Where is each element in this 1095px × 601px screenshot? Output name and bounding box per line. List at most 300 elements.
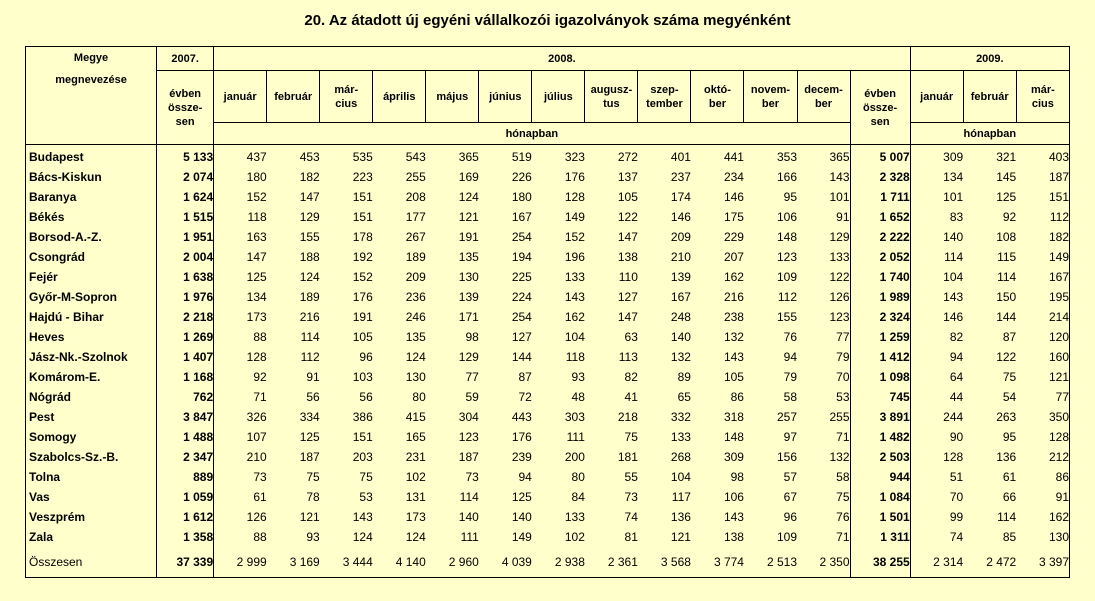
month-value-2008: 114 [300, 330, 320, 344]
month-value-2009: 128 [1016, 427, 1069, 447]
table-row [26, 387, 1070, 407]
header-line: szep- [650, 83, 679, 96]
month-value-2008: 4 140 [373, 547, 426, 578]
month-value-2008: 191 [352, 310, 373, 324]
month-value-2008: 82 [624, 370, 638, 384]
month-value-2008: 194 [511, 250, 532, 264]
month-value-2008: 196 [564, 250, 585, 264]
header-month-2008-3 [320, 71, 373, 123]
month-value-2008: 95 [783, 190, 797, 204]
total-2008: 1 098 [850, 367, 910, 387]
month-value-2008: 162 [564, 310, 585, 324]
total-2007: 5 133 [157, 145, 214, 168]
month-value-2008: 114 [459, 490, 479, 504]
header-month-2008-4 [373, 71, 426, 123]
month-value-2008: 149 [564, 210, 585, 224]
month-value-2008: 210 [246, 450, 267, 464]
month-value-2009: 187 [1016, 167, 1069, 187]
header-line: ber [814, 97, 833, 110]
month-value-2009: 214 [1016, 307, 1069, 327]
table-row [26, 447, 1070, 467]
month-value-2008: 132 [797, 447, 850, 467]
total-2007: 1 638 [157, 267, 214, 287]
month-value-2008: 207 [723, 250, 744, 264]
county-name: Komárom-E. [26, 367, 157, 387]
month-value-2008: 267 [405, 230, 426, 244]
header-line: már- [1030, 83, 1055, 96]
total-2007: 762 [157, 387, 214, 407]
data-table [25, 46, 1070, 578]
month-value-2008: 226 [511, 170, 532, 184]
month-value-2008: 178 [352, 230, 373, 244]
header-month-2008-11 [744, 71, 797, 123]
month-value-2008: 84 [571, 490, 585, 504]
header-month-2009-1 [910, 71, 963, 123]
month-value-2008: 139 [670, 270, 691, 284]
month-value-2008: 67 [783, 490, 797, 504]
month-value-2008: 239 [511, 450, 532, 464]
month-value-2008: 152 [564, 230, 585, 244]
month-value-2008: 128 [246, 350, 267, 364]
month-value-2008: 224 [511, 290, 532, 304]
month-value-2008: 76 [783, 330, 797, 344]
month-value-2008: 353 [744, 145, 797, 168]
county-name: Somogy [26, 427, 157, 447]
total-2007: 1 976 [157, 287, 214, 307]
month-value-2008: 272 [585, 145, 638, 168]
month-value-2008: 177 [405, 210, 426, 224]
header-line: július [543, 90, 573, 103]
month-value-2009: 114 [997, 510, 1017, 524]
header-month-2009-3 [1016, 71, 1069, 123]
month-value-2008: 102 [564, 530, 585, 544]
month-value-2009: 77 [1016, 387, 1069, 407]
total-2007: 1 624 [157, 187, 214, 207]
header-line: sen [870, 115, 890, 128]
total-2007: 889 [157, 467, 214, 487]
table-row [26, 507, 1070, 527]
month-value-2008: 75 [359, 470, 373, 484]
month-value-2008: 92 [253, 370, 267, 384]
month-value-2008: 151 [352, 190, 373, 204]
month-value-2009: 144 [996, 310, 1017, 324]
month-value-2009: 70 [949, 490, 964, 504]
month-value-2008: 91 [306, 370, 320, 384]
month-value-2009: 114 [944, 250, 964, 264]
month-value-2009: 86 [1016, 467, 1069, 487]
month-value-2009: 92 [1002, 210, 1017, 224]
month-value-2009: 162 [1016, 507, 1069, 527]
month-value-2008: 143 [723, 350, 744, 364]
total-2007: 1 059 [157, 487, 214, 507]
month-value-2008: 122 [617, 210, 638, 224]
month-value-2008: 415 [405, 410, 426, 424]
month-value-2008: 155 [776, 310, 797, 324]
month-value-2008: 200 [564, 450, 585, 464]
month-value-2008: 129 [458, 350, 479, 364]
month-value-2008: 182 [299, 170, 320, 184]
month-value-2008: 124 [405, 530, 426, 544]
header-line: össze- [862, 101, 898, 114]
header-year-2007: 2007. [157, 47, 214, 71]
header-month-2008-12 [797, 71, 850, 123]
month-value-2008: 443 [511, 410, 532, 424]
header-line: már- [334, 83, 359, 96]
month-value-2008: 268 [670, 450, 691, 464]
month-value-2009: 74 [949, 530, 964, 544]
total-2007: 2 074 [157, 167, 214, 187]
header-honapban-2009: hónapban [910, 123, 1069, 145]
header-2008-evben-osszesen [850, 71, 910, 145]
total-2007: 1 407 [157, 347, 214, 367]
month-value-2008: 89 [677, 370, 691, 384]
month-value-2008: 81 [624, 530, 638, 544]
month-value-2009: 115 [997, 250, 1017, 264]
month-value-2009: 403 [1016, 145, 1069, 168]
month-value-2008: 125 [246, 270, 267, 284]
table-row [26, 187, 1070, 207]
table-row [26, 207, 1070, 227]
month-value-2008: 134 [246, 290, 267, 304]
month-value-2009: 112 [1016, 207, 1069, 227]
month-value-2008: 229 [723, 230, 744, 244]
month-value-2008: 129 [797, 227, 850, 247]
month-value-2009: 130 [1016, 527, 1069, 547]
month-value-2008: 130 [458, 270, 479, 284]
month-value-2008: 169 [458, 170, 479, 184]
month-value-2008: 171 [458, 310, 479, 324]
header-line: február [274, 90, 313, 103]
header-month-2008-10 [691, 71, 744, 123]
month-value-2008: 152 [246, 190, 267, 204]
month-value-2008: 65 [677, 390, 691, 404]
header-2007-evben-osszesen [157, 71, 214, 145]
header-line: évben [169, 87, 202, 100]
month-value-2008: 133 [564, 270, 585, 284]
month-value-2008: 78 [306, 490, 320, 504]
month-value-2008: 175 [723, 210, 744, 224]
county-name: Szabolcs-Sz.-B. [26, 447, 157, 467]
month-value-2008: 79 [797, 347, 850, 367]
total-2007: 2 218 [157, 307, 214, 327]
month-value-2008: 453 [267, 145, 320, 168]
month-value-2009: 104 [943, 270, 964, 284]
total-2007: 1 951 [157, 227, 214, 247]
month-value-2008: 255 [405, 170, 426, 184]
month-value-2008: 94 [783, 350, 797, 364]
month-value-2008: 132 [723, 330, 744, 344]
month-value-2008: 155 [299, 230, 320, 244]
table-row [26, 367, 1070, 387]
month-value-2009: 95 [1002, 430, 1017, 444]
month-value-2009: 128 [943, 450, 964, 464]
month-value-2009: 244 [943, 410, 964, 424]
month-value-2008: 55 [624, 470, 638, 484]
header-row-years [26, 47, 1070, 71]
county-name: Összesen [26, 547, 157, 578]
month-value-2008: 334 [299, 410, 320, 424]
month-value-2008: 124 [405, 350, 426, 364]
county-name: Békés [26, 207, 157, 227]
month-value-2008: 210 [670, 250, 691, 264]
month-value-2008: 104 [670, 470, 691, 484]
month-value-2008: 173 [405, 510, 426, 524]
month-value-2008: 188 [299, 250, 320, 264]
month-value-2009: 160 [1016, 347, 1069, 367]
month-value-2008: 131 [405, 490, 426, 504]
month-value-2008: 140 [670, 330, 691, 344]
month-value-2008: 132 [670, 350, 691, 364]
total-2007: 1 612 [157, 507, 214, 527]
header-line: cius [1031, 97, 1054, 110]
month-value-2008: 187 [299, 450, 320, 464]
month-value-2008: 103 [352, 370, 373, 384]
header-month-2008-1 [214, 71, 267, 123]
month-value-2008: 3 444 [320, 547, 373, 578]
month-value-2008: 110 [618, 270, 638, 284]
month-value-2008: 136 [670, 510, 691, 524]
month-value-2008: 121 [670, 530, 691, 544]
table-row [26, 267, 1070, 287]
month-value-2009: 75 [1002, 370, 1017, 384]
month-value-2008: 118 [565, 350, 585, 364]
month-value-2009: 350 [1016, 407, 1069, 427]
month-value-2008: 109 [776, 530, 797, 544]
month-value-2008: 2 938 [532, 547, 585, 578]
month-value-2008: 191 [458, 230, 479, 244]
header-line: április [383, 90, 416, 103]
month-value-2008: 254 [511, 230, 532, 244]
month-value-2008: 519 [479, 145, 532, 168]
month-value-2008: 180 [246, 170, 267, 184]
total-2007: 2 004 [157, 247, 214, 267]
month-value-2008: 143 [564, 290, 585, 304]
month-value-2009: 82 [949, 330, 964, 344]
header-line: május [436, 90, 469, 103]
month-value-2008: 105 [723, 370, 744, 384]
month-value-2008: 53 [359, 490, 373, 504]
total-2008: 2 503 [850, 447, 910, 467]
month-value-2008: 121 [458, 210, 479, 224]
month-value-2008: 93 [306, 530, 320, 544]
total-2007: 1 269 [157, 327, 214, 347]
month-value-2008: 143 [723, 510, 744, 524]
month-value-2008: 112 [777, 290, 797, 304]
month-value-2009: 136 [996, 450, 1017, 464]
month-value-2009: 134 [943, 170, 964, 184]
month-value-2008: 365 [797, 145, 850, 168]
month-value-2008: 93 [571, 370, 585, 384]
county-name: Budapest [26, 145, 157, 168]
month-value-2008: 79 [783, 370, 797, 384]
month-value-2008: 124 [299, 270, 320, 284]
month-value-2008: 4 039 [479, 547, 532, 578]
month-value-2008: 113 [618, 350, 638, 364]
month-value-2008: 147 [617, 230, 638, 244]
table-row [26, 407, 1070, 427]
month-value-2008: 96 [783, 510, 797, 524]
month-value-2008: 254 [511, 310, 532, 324]
month-value-2008: 181 [617, 450, 638, 464]
month-value-2008: 323 [532, 145, 585, 168]
month-value-2009: 151 [1016, 187, 1069, 207]
month-value-2008: 318 [723, 410, 744, 424]
month-value-2008: 208 [405, 190, 426, 204]
table-row [26, 227, 1070, 247]
month-value-2009: 122 [996, 350, 1017, 364]
month-value-2008: 124 [352, 530, 373, 544]
total-2008: 2 222 [850, 227, 910, 247]
total-2008: 2 052 [850, 247, 910, 267]
month-value-2008: 106 [776, 210, 797, 224]
month-value-2008: 152 [352, 270, 373, 284]
month-value-2008: 111 [460, 530, 479, 544]
month-value-2009: 146 [943, 310, 964, 324]
month-value-2008: 70 [797, 367, 850, 387]
header-line: tus [603, 97, 620, 110]
month-value-2009: 108 [996, 230, 1017, 244]
total-2007: 1 488 [157, 427, 214, 447]
month-value-2008: 121 [299, 510, 320, 524]
month-value-2008: 109 [776, 270, 797, 284]
month-value-2008: 156 [776, 450, 797, 464]
month-value-2008: 143 [797, 167, 850, 187]
table-row [26, 467, 1070, 487]
table-row [26, 547, 1070, 578]
month-value-2008: 133 [564, 510, 585, 524]
month-value-2008: 129 [299, 210, 320, 224]
month-value-2008: 231 [405, 450, 426, 464]
header-line: cius [335, 97, 358, 110]
month-value-2008: 98 [730, 470, 744, 484]
month-value-2008: 75 [306, 470, 320, 484]
month-value-2008: 234 [723, 170, 744, 184]
month-value-2008: 59 [465, 390, 479, 404]
month-value-2008: 3 169 [267, 547, 320, 578]
county-name: Tolna [26, 467, 157, 487]
month-value-2008: 148 [776, 230, 797, 244]
month-value-2008: 162 [723, 270, 744, 284]
month-value-2008: 106 [723, 490, 744, 504]
county-name: Heves [26, 327, 157, 347]
month-value-2008: 225 [511, 270, 532, 284]
month-value-2009: 61 [1002, 470, 1017, 484]
month-value-2008: 72 [518, 390, 532, 404]
month-value-2008: 48 [571, 390, 585, 404]
month-value-2008: 151 [352, 430, 373, 444]
month-value-2008: 75 [797, 487, 850, 507]
month-value-2008: 58 [797, 467, 850, 487]
month-value-2008: 80 [412, 390, 426, 404]
month-value-2008: 124 [458, 190, 479, 204]
county-name: Vas [26, 487, 157, 507]
total-2008: 745 [850, 387, 910, 407]
header-line: tember [646, 97, 683, 110]
month-value-2008: 71 [253, 390, 267, 404]
month-value-2008: 149 [511, 530, 532, 544]
header-line: ber [708, 97, 727, 110]
county-name: Baranya [26, 187, 157, 207]
header-month-2008-6 [479, 71, 532, 123]
header-line: február [970, 90, 1009, 103]
month-value-2008: 176 [511, 430, 532, 444]
month-value-2008: 74 [624, 510, 638, 524]
table-row [26, 487, 1070, 507]
month-value-2008: 167 [511, 210, 532, 224]
month-value-2009: 3 397 [1016, 547, 1069, 578]
month-value-2009: 99 [949, 510, 964, 524]
month-value-2008: 77 [465, 370, 479, 384]
month-value-2008: 147 [246, 250, 267, 264]
total-2007: 37 339 [157, 547, 214, 578]
month-value-2008: 105 [617, 190, 638, 204]
month-value-2008: 167 [670, 290, 691, 304]
total-2008: 1 501 [850, 507, 910, 527]
header-line: június [489, 90, 522, 103]
month-value-2009: 51 [949, 470, 964, 484]
month-value-2009: 309 [910, 145, 963, 168]
month-value-2008: 2 960 [426, 547, 479, 578]
month-value-2008: 126 [797, 287, 850, 307]
header-megye-line1: Megye [73, 52, 109, 64]
total-2008: 2 324 [850, 307, 910, 327]
month-value-2008: 61 [253, 490, 267, 504]
month-value-2008: 73 [624, 490, 638, 504]
month-value-2008: 146 [670, 210, 691, 224]
month-value-2008: 41 [624, 390, 638, 404]
month-value-2009: 114 [997, 270, 1017, 284]
header-line: sen [175, 115, 195, 128]
total-2007: 1 358 [157, 527, 214, 547]
county-name: Zala [26, 527, 157, 547]
month-value-2008: 237 [670, 170, 691, 184]
month-value-2008: 332 [670, 410, 691, 424]
total-2008: 1 989 [850, 287, 910, 307]
month-value-2009: 2 314 [910, 547, 963, 578]
month-value-2008: 133 [670, 430, 691, 444]
county-name: Csongrád [26, 247, 157, 267]
month-value-2008: 125 [299, 430, 320, 444]
total-2008: 38 255 [850, 547, 910, 578]
month-value-2008: 96 [359, 350, 373, 364]
month-value-2008: 163 [246, 230, 267, 244]
month-value-2008: 304 [458, 410, 479, 424]
month-value-2009: 120 [1016, 327, 1069, 347]
month-value-2008: 86 [730, 390, 744, 404]
total-2008: 1 652 [850, 207, 910, 227]
month-value-2008: 88 [253, 330, 267, 344]
month-value-2009: 101 [943, 190, 964, 204]
month-value-2008: 187 [458, 450, 479, 464]
month-value-2008: 236 [405, 290, 426, 304]
total-2007: 2 347 [157, 447, 214, 467]
month-value-2008: 147 [617, 310, 638, 324]
month-value-2008: 146 [723, 190, 744, 204]
month-value-2009: 143 [943, 290, 964, 304]
month-value-2008: 255 [797, 407, 850, 427]
county-name: Jász-Nk.-Szolnok [26, 347, 157, 367]
month-value-2008: 441 [691, 145, 744, 168]
header-month-2009-2 [963, 71, 1016, 123]
month-value-2008: 203 [352, 450, 373, 464]
month-value-2008: 97 [783, 430, 797, 444]
month-value-2008: 73 [253, 470, 267, 484]
month-value-2008: 326 [246, 410, 267, 424]
month-value-2008: 56 [306, 390, 320, 404]
month-value-2008: 138 [723, 530, 744, 544]
month-value-2008: 223 [352, 170, 373, 184]
month-value-2008: 309 [723, 450, 744, 464]
